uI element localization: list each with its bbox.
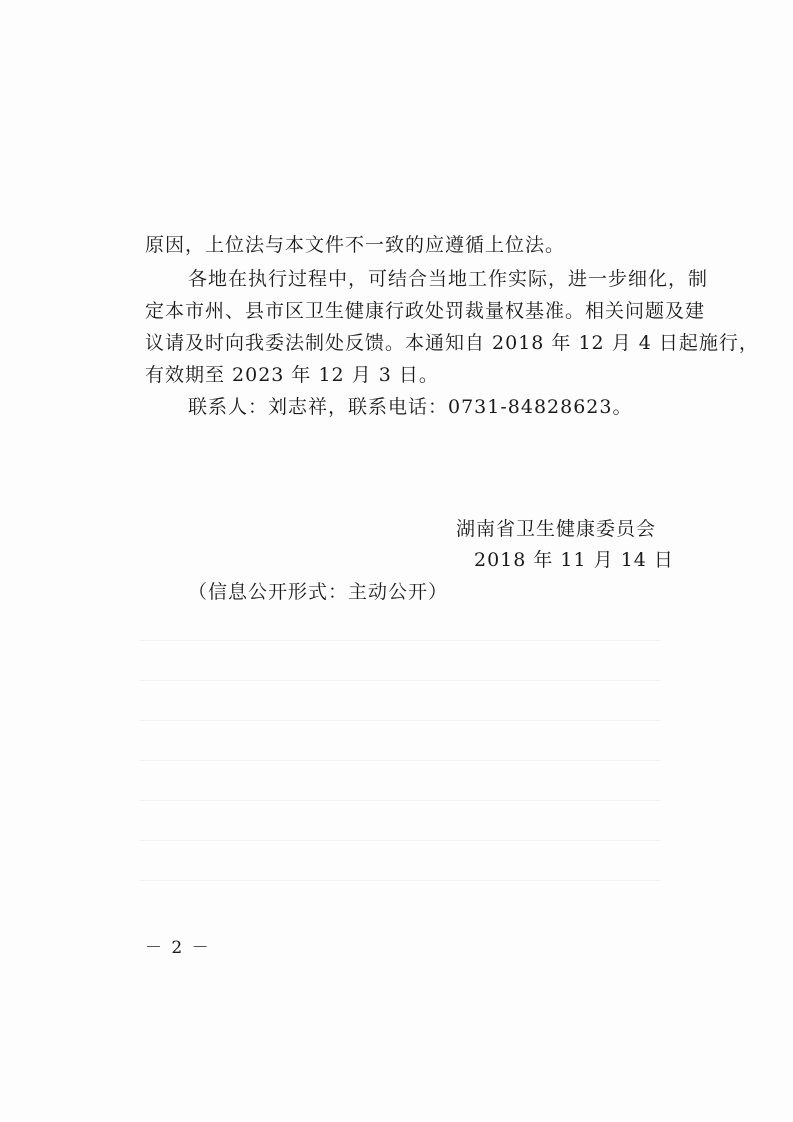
body-text-line: 各地在执行过程中，可结合当地工作实际，进一步细化，制 [188, 268, 709, 290]
show-through-line [140, 760, 660, 761]
show-through-line [140, 880, 660, 881]
page-number: － 2 － [145, 938, 211, 958]
body-text-line: 议请及时向我委法制处反馈。本通知自 2018 年 12 月 4 日起施行， [145, 332, 759, 354]
signature-date: 2018 年 11 月 14 日 [474, 549, 674, 571]
body-text-line: 有效期至 2023 年 12 月 3 日。 [145, 364, 439, 386]
disclosure-note: （信息公开形式：主动公开） [188, 581, 449, 603]
show-through-line [140, 800, 660, 801]
show-through-line [140, 640, 660, 641]
show-through-line [140, 720, 660, 721]
show-through-line [140, 840, 660, 841]
body-text-line: 原因，上位法与本文件不一致的应遵循上位法。 [145, 234, 566, 256]
show-through-line [140, 680, 660, 681]
signature-org: 湖南省卫生健康委员会 [456, 518, 657, 540]
body-text-line: 定本市州、县市区卫生健康行政处罚裁量权基准。相关问题及建 [145, 300, 706, 322]
contact-line: 联系人：刘志祥，联系电话：0731-84828623。 [188, 396, 633, 418]
